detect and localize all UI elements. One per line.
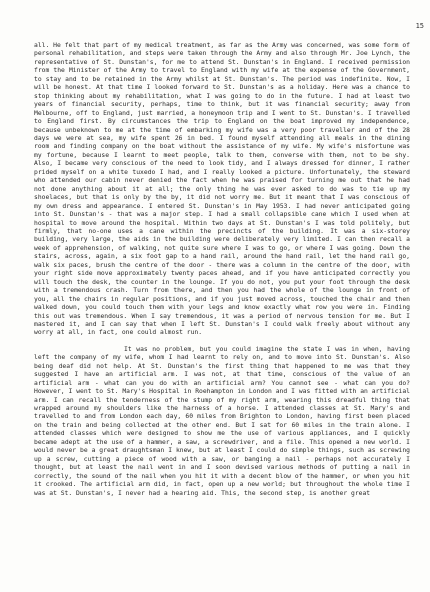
document-body [34,42,410,498]
page-number: 15 [415,22,424,30]
paragraph-2: It was no problem, but you could imagine the state I was in when, having left the company of my wife, whom I had learnt to rely on, and to move into St. Dunstan's. Also being deaf did not help. At St. Dunstan's the first thing that happened to me was that they suggested I have an artificial arm. I was not, at that time, conscious of the value of an artificial arm - what can you do with an artificial arm? You cannot see - what can you do? However, I went to St. Mary's Hospital in Roehampton in London and I was fitted with an artificial arm. I can recall the tenderness of the stump of my right arm, wearing this dreadful thing that wrapped around my shoulders like the harness of a horse. I attended classes at St. Mary's and travelled to and from London each day, 60 miles from Brighton to London, having first been placed on the train and being collected at the other end. But I sat for 60 miles in the train alone. I attended classes which were designed to show me the use of various appliances, and I quickly became adept at the use of a hammer, a saw, a screwdriver, and a file. This opened a new world. I would never be a great draughtsman I knew, but at least I could do simple things, such as screwing up a screw, cutting a piece of wood with a saw, or banging a nail - perhaps not accurately I thought, but at least the nail went in and I soon devised various methods of putting a nail in correctly, the sound of the nail when you hit it with a decent blow of the hammer, or when you hit it crooked. The artificial arm did, in fact, open up a new world; but throughout the whole time I was at St. Dunstan's, I never had a hearing aid. This, the second step, is another great [34,345,410,497]
paragraph-1: all. He felt that part of my medical treatment, as far as the Army was concerned, was some form of personal rehabilitation, and steps were taken through the Army and also through Mr. Joe Lynch, the representative of St. Dunstan's, for me to attend St. Dunstan's in England. I received permission from the Minister of the Army to travel to England with my wife at the expense of the Government, to stay and to be retained in the Army whilst at St. Dunstan's. The period was indefinite. Now, I will be honest. At that time I looked forward to St. Dunstan's as a holiday. Here was a chance to stop thinking about my rehabilitation, what I was going to do in the future. I had at least two years of financial security, perhaps, time to think, but it was financial security; away from Melbourne, off to England, just married, a honeymoon trip and I went to St. Dunstan's. I travelled to England first. By circumstances the trip to England on the boat improved my independence, because unbeknown to me at the time of embarking my wife was a very poor traveller and of the 28 days we were at sea, my wife spent 26 in bed. I found myself attending all meals in the dining room and finding company on the boat without the assistance of my wife. My wife's misfortune was my fortune, because I learnt to meet people, talk to them, converse with them, not to be shy. Also, I became very conscious of the need to look tidy, and I always dressed for dinner, I rather prided myself on a white tuxedo I had, and I really looked a picture. Unfortunately, the steward who attended our cabin never denied the fact when he was praised for turning me out that he had not done anything about it at all; the only thing he was ever asked to do was to tie up my shoelaces, but that is only by the by, it did not worry me. But it meant that I was conscious of my own dress and appearance. I entered St. Dunstan's in May 1953. I had never anticipated going into St. Dunstan's - that was a major step. I had a small collapsible cane which I used when at hospital to move around the hospital. Within two days at St. Dunstan's I was told politely, but firmly, that no-one uses a cane within the precincts of the building. It was a six-storey building, very large, the aids in the building were deliberately very limited. I can then recall a week of apprehension, of walking, not quite sure where I was to go, or where I was going. Down the stairs, across, again, a six foot gap to a hand rail, around the hand rail, let the hand rail go, walk six paces, brush the centre of the door - there was a column in the centre of the door, with your right side move approximately twenty paces ahead, and if you have anticipated correctly you will touch the desk, the counter in the lounge. If you do not, you put your foot through the desk with a tremendous crash. Turn from there, and then you had the whole of the lounge in front of you, all the chairs in regular positions, and if you just moved across, touched the chair and then walked down, you could touch them with your legs and know exactly what row you were in. Finding this out was tremendous. When I say tremendous, it was a period of nervous tension for me. But I mastered it, and I can say that when I left St. Dunstan's I could walk freely about without any worry at all, in fact, one could almost run. [34,42,410,337]
